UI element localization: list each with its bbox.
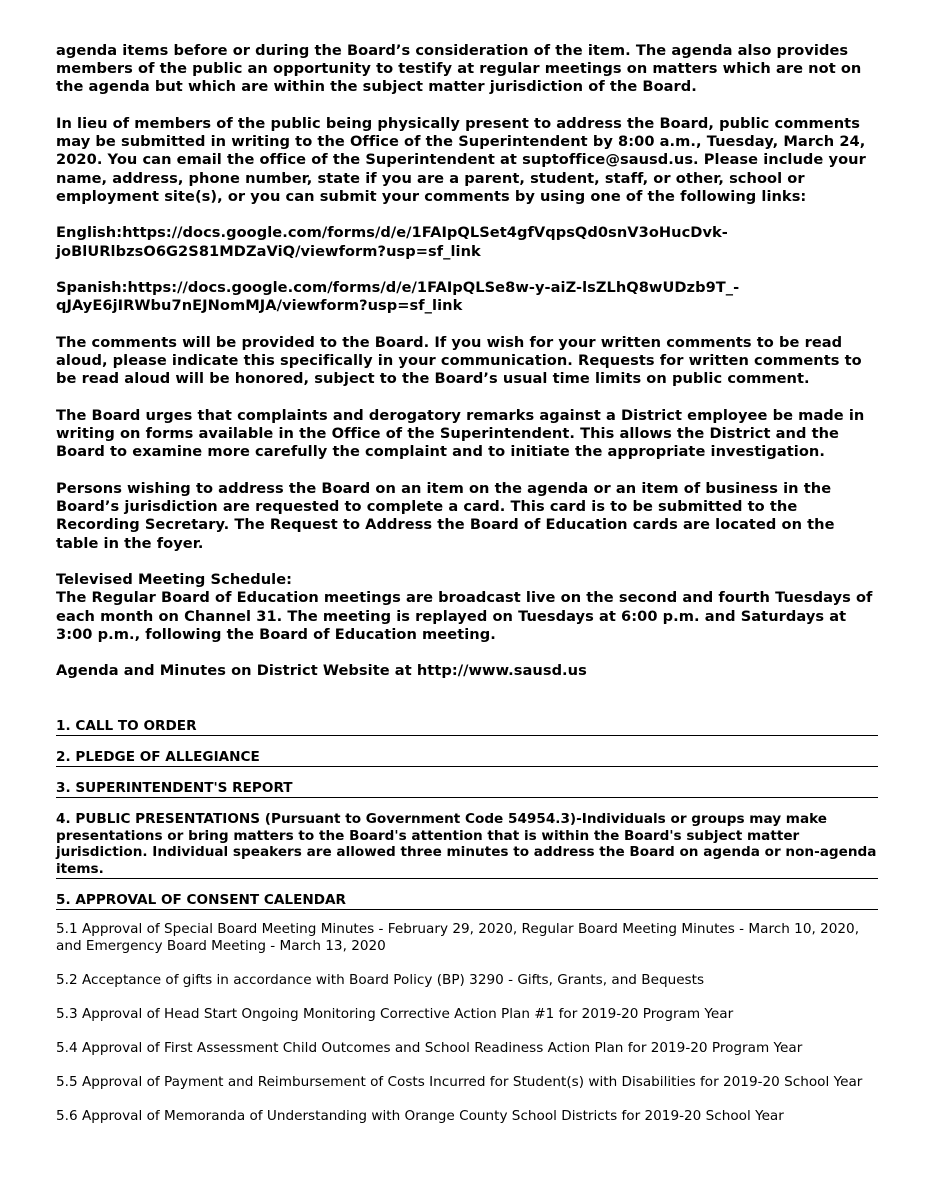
request-card-paragraph: Persons wishing to address the Board on an item on the agenda or an item of business in the Board’s jurisdiction are requested to complete a card. This card is to be submitted to the Recording Secretary. The Request to Address the Board of Education cards are located on the table in the foyer.	[56, 480, 835, 552]
consent-item-5-5: 5.5 Approval of Payment and Reimbursement of Costs Incurred for Student(s) with Disabilities for 2019-20 School Year	[56, 1074, 863, 1090]
agenda-item-call-to-order: 1. CALL TO ORDER	[56, 716, 878, 736]
agenda-item-consent-calendar: 5. APPROVAL OF CONSENT CALENDAR	[56, 890, 878, 910]
consent-item-5-3: 5.3 Approval of Head Start Ongoing Monitoring Corrective Action Plan #1 for 2019-20 Program Year	[56, 1006, 734, 1022]
english-form-link[interactable]: English:https://docs.google.com/forms/d/e/1FAIpQLSet4gfVqpsQd0snV3oHucDvk-joBlURlbzsO6G2S81MDZaViQ/viewform?usp=sf_link	[56, 224, 728, 260]
document-body	[56, 42, 880, 699]
spanish-form-link[interactable]: Spanish:https://docs.google.com/forms/d/e/1FAIpQLSe8w-y-aiZ-lsZLhQ8wUDzb9T_-qJAyE6jIRWbu7nEJNomMJA/viewform?usp=sf_link	[56, 279, 740, 315]
televised-schedule-paragraph: The Regular Board of Education meetings are broadcast live on the second and fourth Tuesdays of each month on Channel 31. The meeting is replayed on Tuesdays at 6:00 p.m. and Saturdays at 3:00 p.m., following the Board of Education meeting.	[56, 589, 873, 643]
agenda-list	[56, 716, 878, 1142]
consent-item-5-1: 5.1 Approval of Special Board Meeting Minutes - February 29, 2020, Regular Board Meeting Minutes - March 10, 2020, and Emergency Board Meeting - March 13, 2020	[56, 921, 860, 954]
consent-item-5-4: 5.4 Approval of First Assessment Child Outcomes and School Readiness Action Plan for 2019-20 Program Year	[56, 1040, 803, 1056]
consent-item-5-2: 5.2 Acceptance of gifts in accordance with Board Policy (BP) 3290 - Gifts, Grants, and Bequests	[56, 972, 705, 988]
agenda-item-superintendent-report: 3. SUPERINTENDENT'S REPORT	[56, 778, 878, 798]
complaints-paragraph: The Board urges that complaints and derogatory remarks against a District employee be made in writing on forms available in the Office of the Superintendent. This allows the District and the Board to examine more carefully the complaint and to initiate the appropriate investigation.	[56, 407, 865, 461]
public-comment-paragraph: In lieu of members of the public being physically present to address the Board, public comments may be submitted in writing to the Office of the Superintendent by 8:00 a.m., Tuesday, March 24, 2020. You can email the office of the Superintendent at suptoffice@sausd.us. Please include your name, address, phone number, state if you are a parent, student, staff, or other, school or employment site(s), or you can submit your comments by using one of the following links:	[56, 115, 866, 205]
agenda-item-pledge: 2. PLEDGE OF ALLEGIANCE	[56, 747, 878, 767]
intro-paragraph-1: agenda items before or during the Board’s consideration of the item. The agenda also provides members of the public an opportunity to testify at regular meetings on matters which are not on the agenda but which are within the subject matter jurisdiction of the Board.	[56, 42, 862, 96]
agenda-item-public-presentations: 4. PUBLIC PRESENTATIONS (Pursuant to Government Code 54954.3)-Individuals or groups may make presentations or bring matters to the Board's attention that is within the Board's subject matter jurisdiction. Individual speakers are allowed three minutes to address the Board on agenda or non-agenda items.	[56, 809, 878, 879]
comments-read-aloud-paragraph: The comments will be provided to the Board. If you wish for your written comments to be read aloud, please indicate this specifically in your communication. Requests for written comments to be read aloud will be honored, subject to the Board’s usual time limits on public comment.	[56, 334, 862, 388]
consent-item-5-6: 5.6 Approval of Memoranda of Understanding with Orange County School Districts for 2019-20 School Year	[56, 1108, 784, 1124]
televised-heading: Televised Meeting Schedule:	[56, 571, 293, 589]
district-website-line[interactable]: Agenda and Minutes on District Website at http://www.sausd.us	[56, 662, 587, 680]
